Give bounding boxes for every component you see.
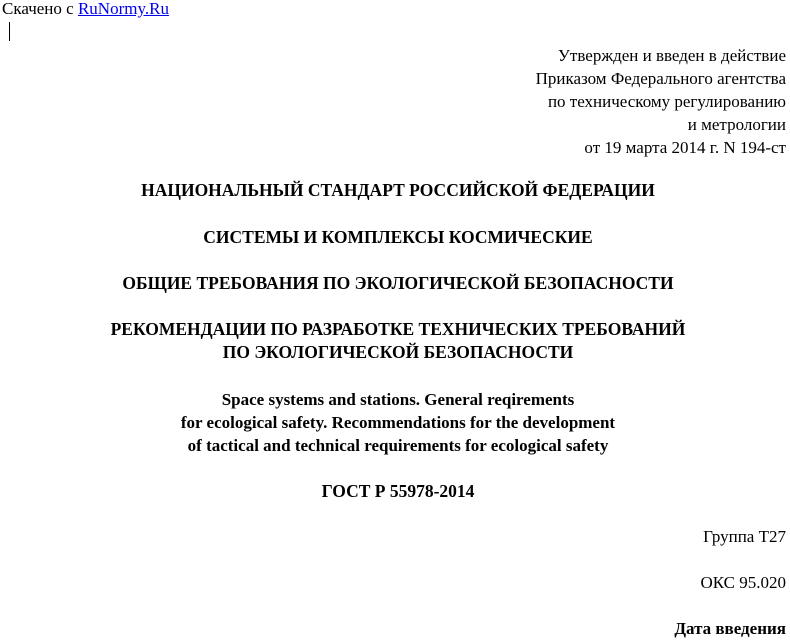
approval-line: и метрологии bbox=[687, 115, 786, 134]
group-code: Группа Т27 bbox=[703, 527, 786, 546]
approval-line: от 19 марта 2014 г. N 194-ст bbox=[584, 138, 786, 157]
downloaded-from-line bbox=[2, 0, 169, 20]
approval-line: Приказом Федерального агентства bbox=[535, 69, 786, 88]
downloaded-from-label: Скачено с bbox=[2, 0, 74, 18]
english-title bbox=[0, 388, 790, 457]
recommendations-heading bbox=[0, 318, 790, 364]
national-standard-heading: НАЦИОНАЛЬНЫЙ СТАНДАРТ РОССИЙСКОЙ ФЕДЕРАЦИИ bbox=[141, 180, 655, 200]
english-title-line: for ecological safety. Recommendations for the development bbox=[180, 413, 616, 432]
runormy-link[interactable]: RuNormy.Ru bbox=[77, 0, 169, 18]
gost-number: ГОСТ Р 55978-2014 bbox=[321, 481, 475, 501]
recommendations-line: ПО ЭКОЛОГИЧЕСКОЙ БЕЗОПАСНОСТИ bbox=[222, 342, 574, 362]
english-title-line: Space systems and stations. General reqirements bbox=[221, 390, 575, 409]
systems-heading: СИСТЕМЫ И КОМПЛЕКСЫ КОСМИЧЕСКИЕ bbox=[203, 227, 593, 247]
english-title-line: of tactical and technical requirements for ecological safety bbox=[187, 436, 609, 455]
general-requirements-heading: ОБЩИЕ ТРЕБОВАНИЯ ПО ЭКОЛОГИЧЕСКОЙ БЕЗОПАСНОСТИ bbox=[122, 273, 674, 293]
oks-code: ОКС 95.020 bbox=[700, 573, 786, 592]
approval-line: Утвержден и введен в действие bbox=[557, 46, 786, 65]
text-cursor bbox=[9, 22, 10, 41]
approval-block bbox=[536, 44, 786, 159]
recommendations-line: РЕКОМЕНДАЦИИ ПО РАЗРАБОТКЕ ТЕХНИЧЕСКИХ ТРЕБОВАНИЙ bbox=[110, 319, 686, 339]
intro-date-label: Дата введения bbox=[674, 619, 786, 638]
approval-line: по техническому регулированию bbox=[547, 92, 786, 111]
